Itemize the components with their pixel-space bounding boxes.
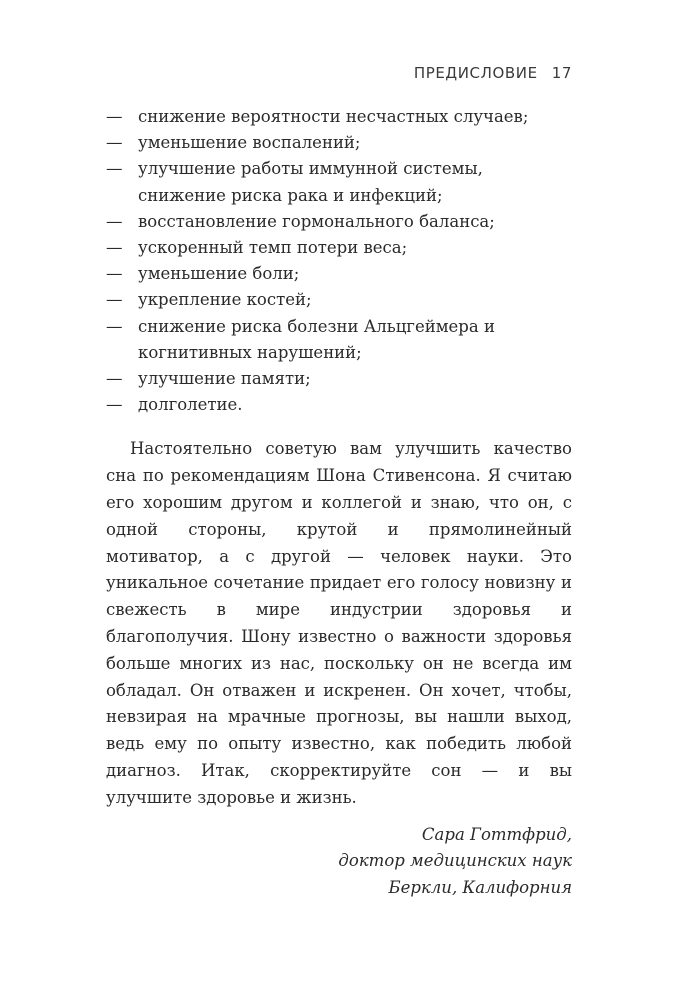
body-paragraph [106,436,572,811]
list-item [106,287,572,313]
running-head [414,64,572,82]
list-item-text: восстановление гормонального баланса; [138,211,495,231]
list-item-text: уменьшение воспалений; [138,133,361,153]
text-block [106,104,572,902]
list-item-text: долголетие. [138,395,243,415]
list-item [106,156,572,208]
list-dash: — [106,238,123,258]
list-item [106,261,572,287]
list-item [106,235,572,261]
list-item [106,209,572,235]
list-item [106,104,572,130]
signature-name: Сара Готтфрид, [421,824,572,844]
list-item [106,366,572,392]
list-item [106,130,572,156]
body-paragraph-text: Настоятельно советую вам улучшить качество сна по рекомендациям Шона Стивенсона. Я считаю его хорошим другом и коллегой и знаю, что он, с одной стороны, крутой и прямолинейный мотиватор, а с другой — человек науки. Это уникальное сочетание придает его голосу новизну и свежесть в мире индустрии здоровья и благополучия. Шону известно о важности здоровья больше многих из нас, поскольку он не всегда им обладал. Он отважен и искренен. Он хочет, чтобы, невзирая на мрачные прогнозы, вы нашли выход, ведь ему по опыту известно, как победить любой диагноз. Итак, скорректируйте сон — и вы улучшите здоровье и жизнь. [106,439,572,807]
list-item-text: снижение риска болезни Альцгеймера и когнитивных нарушений; [138,316,495,362]
signature-title: доктор медицинских наук [338,851,572,871]
list-item [106,392,572,418]
list-dash: — [106,107,123,126]
benefits-list [106,104,572,418]
section-title: ПРЕДИСЛОВИЕ [413,64,538,82]
list-dash: — [106,290,123,310]
list-dash: — [106,211,123,231]
list-dash: — [106,159,123,179]
signature-location: Беркли, Калифорния [388,878,572,898]
page-number: 17 [551,64,572,82]
list-item-text: снижение вероятности несчастных случаев; [138,107,529,126]
list-dash: — [106,395,123,415]
list-dash: — [106,316,123,336]
list-dash: — [106,369,123,389]
list-dash: — [106,133,123,153]
list-item-text: улучшение памяти; [138,369,311,389]
list-item-text: ускоренный темп потери веса; [138,238,408,258]
signature-block [106,822,572,902]
list-item-text: уменьшение боли; [138,264,300,284]
list-dash: — [106,264,123,284]
list-item-text: укрепление костей; [138,290,312,310]
list-item-text: улучшение работы иммунной системы, снижение риска рака и инфекций; [138,159,483,205]
list-item [106,314,572,366]
